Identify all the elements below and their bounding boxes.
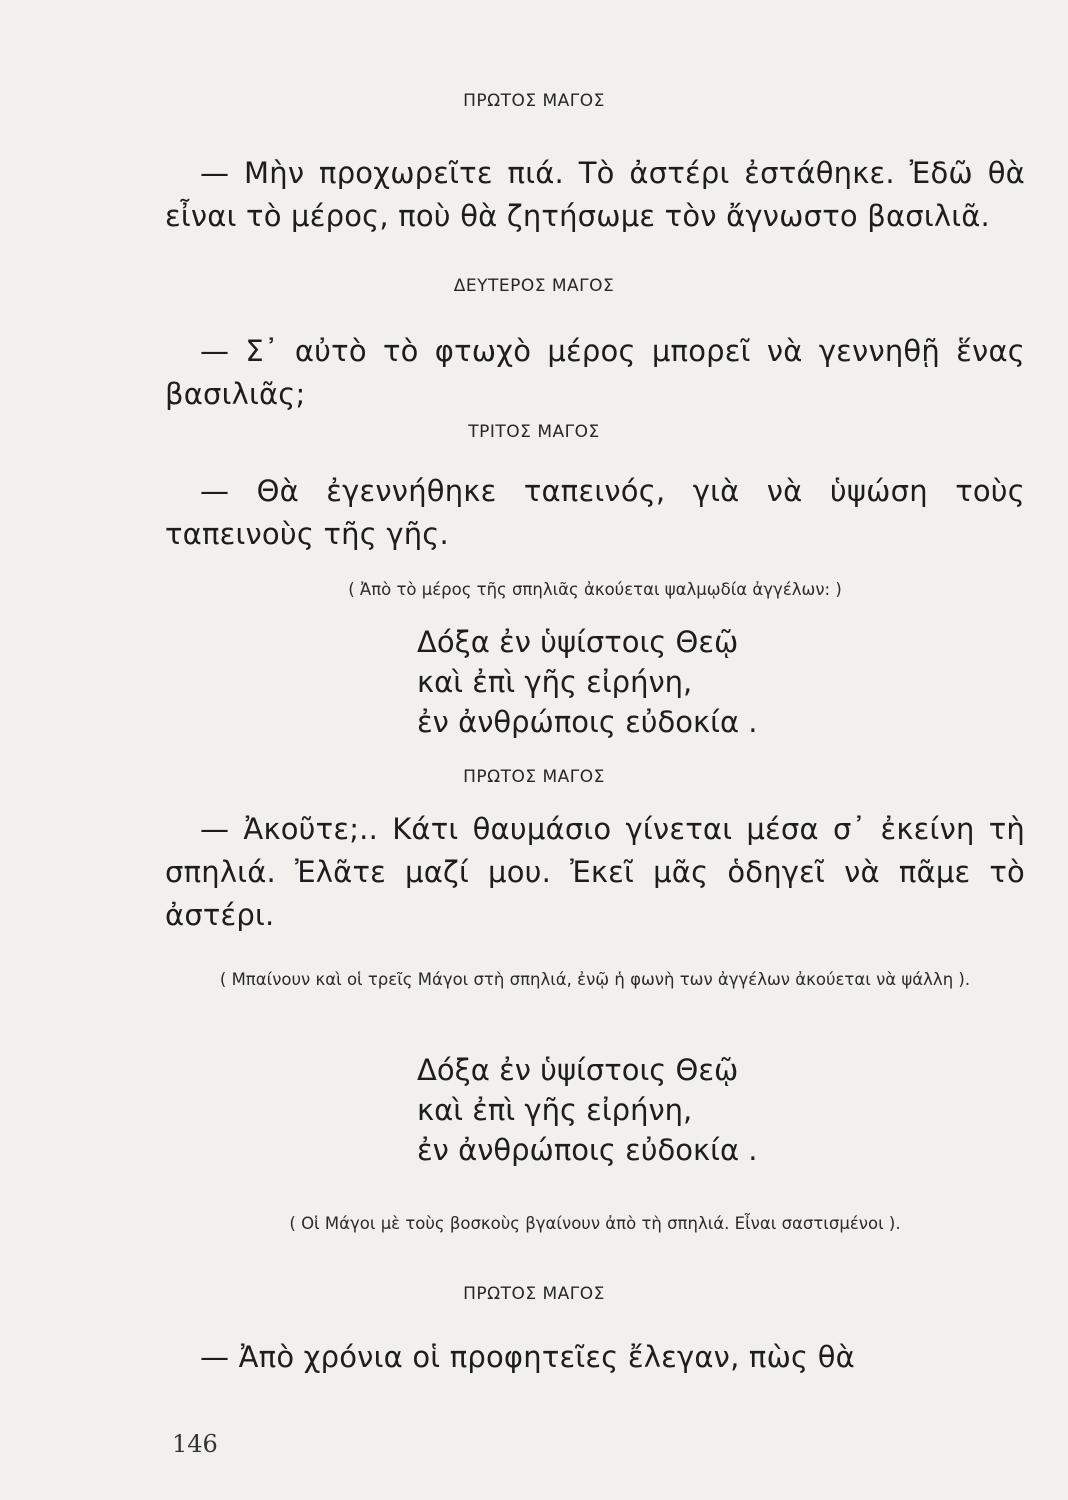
dialogue-text: — Ἀπὸ χρόνια οἱ προφητεῖες ἔλεγαν, πὼς θὰ bbox=[200, 1340, 855, 1374]
dialogue-paragraph bbox=[165, 330, 1025, 416]
dialogue-paragraph bbox=[165, 470, 1025, 556]
hymn-line: Δόξα ἐν ὑψίστοις Θεῷ bbox=[417, 625, 739, 659]
stage-direction bbox=[160, 576, 1030, 604]
hymn-line: καὶ ἐπὶ γῆς εἰρήνη, bbox=[417, 665, 693, 699]
dialogue-text: — Μὴν προχωρεῖτε πιά. Τὸ ἀστέρι ἐστάθηκε. Ἐδῶ θὰ εἶναι τὸ μέρος, ποὺ θὰ ζητήσωμε τὸν ἄγνωστο βασιλιᾶ. bbox=[165, 156, 1025, 233]
hymn-line: ἐν ἀνθρώποις εὐδοκία . bbox=[417, 705, 758, 739]
stage-direction-text: ( Ἀπὸ τὸ μέρος τῆς σπηλιᾶς ἀκούεται ψαλμῳδία ἀγγέλων: ) bbox=[348, 580, 842, 599]
hymn-verse bbox=[417, 1050, 937, 1170]
speaker-heading: ΔΕΥΤΕΡΟΣ ΜΑΓΟΣ bbox=[453, 276, 615, 296]
dialogue-text: — Θὰ ἐγεννήθηκε ταπεινός, γιὰ νὰ ὑψώση τοὺς ταπεινοὺς τῆς γῆς. bbox=[165, 474, 1025, 551]
hymn-line: καὶ ἐπὶ γῆς εἰρήνη, bbox=[417, 1093, 693, 1127]
dialogue-text: — Σ᾿ αὐτὸ τὸ φτωχὸ μέρος μπορεῖ νὰ γεννηθῇ ἕνας βασιλιᾶς; bbox=[165, 334, 1025, 411]
dialogue-paragraph bbox=[165, 152, 1025, 238]
dialogue-text: — Ἀκοῦτε;.. Κάτι θαυμάσιο γίνεται μέσα σ᾿ ἐκείνη τὴ σπηλιά. Ἐλᾶτε μαζί μου. Ἐκεῖ μᾶς ὁδηγεῖ νὰ πᾶμε τὸ ἀστέρι. bbox=[165, 812, 1025, 932]
stage-direction-text: ( Οἱ Μάγοι μὲ τοὺς βοσκοὺς βγαίνουν ἀπὸ τὴ σπηλιά. Εἶναι σαστισμένοι ). bbox=[289, 1214, 901, 1233]
stage-direction bbox=[160, 966, 1030, 994]
page-number: 146 bbox=[172, 1430, 218, 1458]
speaker-heading: ΤΡΙΤΟΣ ΜΑΓΟΣ bbox=[468, 422, 600, 442]
speaker-heading: ΠΡΩΤΟΣ ΜΑΓΟΣ bbox=[463, 91, 605, 111]
stage-direction-text: ( Μπαίνουν καὶ οἱ τρεῖς Μάγοι στὴ σπηλιά, ἐνῷ ἡ φωνὴ των ἀγγέλων ἀκούεται νὰ ψάλλη ). bbox=[219, 970, 971, 989]
speaker-heading: ΠΡΩΤΟΣ ΜΑΓΟΣ bbox=[463, 1284, 605, 1304]
dialogue-paragraph bbox=[165, 808, 1025, 937]
speaker-heading: ΠΡΩΤΟΣ ΜΑΓΟΣ bbox=[463, 767, 605, 787]
hymn-verse bbox=[417, 622, 937, 742]
dialogue-paragraph bbox=[165, 1336, 1025, 1379]
stage-direction bbox=[160, 1210, 1030, 1238]
hymn-line: Δόξα ἐν ὑψίστοις Θεῷ bbox=[417, 1053, 739, 1087]
hymn-line: ἐν ἀνθρώποις εὐδοκία . bbox=[417, 1133, 758, 1167]
